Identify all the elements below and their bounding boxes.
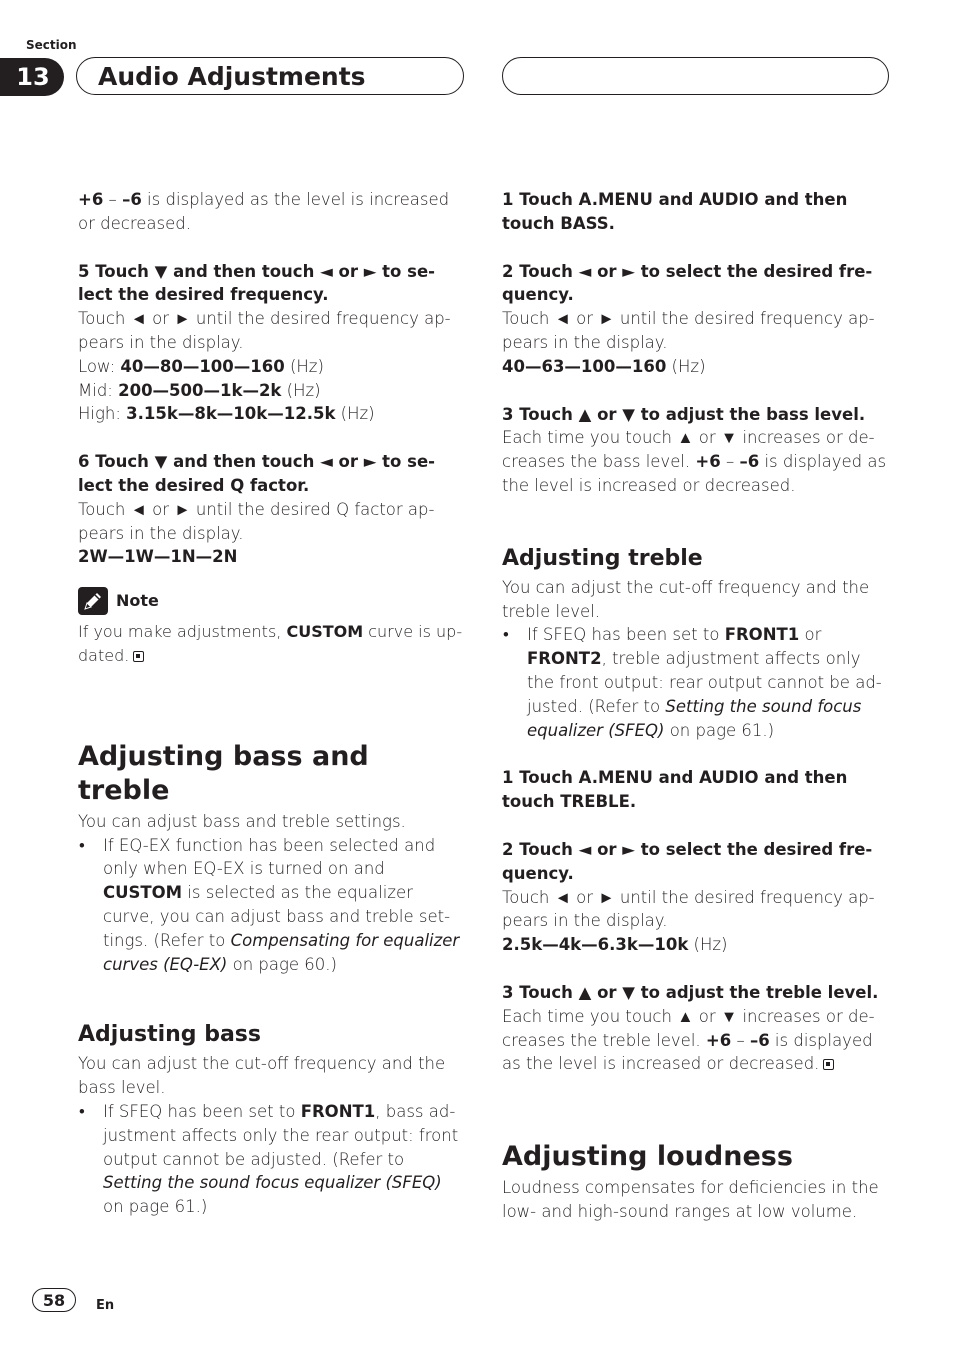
bass-freq-row: [502, 355, 890, 379]
loudness-heading: Adjusting loudness: [502, 1141, 793, 1173]
bullet-or: or: [799, 625, 822, 645]
treble-bullet: [502, 623, 890, 742]
level-low: –6: [739, 452, 760, 472]
bass-intro: You can adjust the cut-off frequency and the bass level.: [78, 1054, 446, 1098]
bass-treble-intro: You can adjust bass and treble settings.: [78, 811, 406, 831]
note-label: Note: [116, 591, 159, 611]
bass-step3-body: [502, 426, 890, 497]
right-column: [502, 188, 890, 1224]
bullet-text-c: on page 61.): [664, 720, 775, 740]
bass-step2-body: Touch ◄ or ► until the desired frequency ap- pears in the display.: [502, 309, 875, 352]
hz-unit: (Hz): [284, 356, 324, 376]
step3-text-b: is displayed as the level is increased or decreased.: [502, 452, 887, 495]
bullet-text-a: If SFEQ has been set to: [103, 1101, 301, 1121]
level-low: –6: [749, 1030, 770, 1050]
left-column: [78, 188, 466, 1219]
bullet-custom: CUSTOM: [103, 883, 183, 903]
high-values: 3.15k—8k—10k—12.5k: [126, 404, 336, 424]
note-text: [78, 620, 466, 668]
level-low: –6: [122, 190, 142, 209]
bullet-reference: Compensating for equalizer curves (EQ-EX): [103, 930, 460, 974]
step3-text-a: Each time you touch ▲ or ▼ increases or de- creases the bass level.: [502, 428, 875, 472]
hz-unit: (Hz): [688, 935, 728, 955]
level-high: +6: [705, 1030, 732, 1050]
hz-unit: (Hz): [281, 380, 321, 400]
bass-bullet: [78, 1100, 466, 1219]
high-label: High:: [78, 404, 127, 424]
bullet-reference: Setting the sound focus equalizer (SFEQ): [103, 1173, 442, 1193]
chapter-title-box: [76, 57, 464, 95]
bullet-text-b: , bass ad- justment affects only the rear output: front output cannot be adjusted. (Refer to: [103, 1101, 459, 1169]
bullet-reference: Setting the sound focus equalizer (SFEQ): [527, 696, 862, 740]
step3-text-a: Each time you touch ▲ or ▼ increases or de- creases the treble level.: [502, 1006, 875, 1050]
bass-step2: 2 Touch ◄ or ► to select the desired fre- quency.: [502, 261, 873, 305]
treble-heading: Adjusting treble: [502, 545, 703, 571]
hz-unit: (Hz): [666, 356, 706, 376]
bass-treble-bullet: [78, 834, 466, 977]
freq-high-row: [78, 402, 466, 426]
bullet-front1: FRONT1: [300, 1101, 376, 1121]
mid-values: 200—500—1k—2k: [118, 380, 282, 400]
step3-text-b: is displayed as the level is increased or decreased.: [502, 1030, 873, 1074]
end-mark-icon: [823, 1059, 834, 1070]
step6-heading: 6 Touch ▼ and then touch ◄ or ► to se- lect the desired Q factor.: [78, 452, 435, 495]
bass-step1: 1 Touch A.MENU and AUDIO and then touch BASS.: [502, 190, 848, 233]
chapter-title: Audio Adjustments: [98, 61, 366, 91]
treble-step3-body: [502, 1005, 890, 1076]
note-custom: CUSTOM: [286, 622, 364, 642]
q-values: 2W—1W—1N—2N: [78, 547, 238, 567]
freq-low-row: [78, 355, 466, 379]
treble-freq-values: 2.5k—4k—6.3k—10k: [502, 935, 689, 955]
hz-unit: (Hz): [335, 404, 375, 424]
level-dash: –: [731, 1030, 750, 1050]
treble-step2-body: Touch ◄ or ► until the desired frequency ap- pears in the display.: [502, 887, 875, 931]
bass-heading: Adjusting bass: [78, 1022, 261, 1048]
bullet-front1: FRONT1: [724, 625, 800, 645]
level-high: +6: [78, 190, 104, 209]
level-dash: –: [720, 452, 740, 472]
step5-heading: 5 Touch ▼ and then touch ◄ or ► to se- lect the desired frequency.: [78, 261, 435, 305]
level-high: +6: [695, 452, 721, 472]
low-label: Low:: [78, 356, 121, 376]
treble-intro: You can adjust the cut-off frequency and the treble level.: [502, 577, 870, 621]
page-number: 58: [32, 1288, 76, 1312]
level-dash: –: [103, 190, 123, 209]
note-text-b: curve is up- dated.: [78, 622, 463, 665]
language-label: En: [96, 1298, 115, 1313]
end-mark-icon: [133, 651, 144, 662]
level-rest: is displayed as the level is increased or decreased.: [78, 190, 450, 233]
note-pencil-icon: [78, 587, 108, 615]
bass-step3: 3 Touch ▲ or ▼ to adjust the bass level.: [502, 404, 866, 424]
bullet-front2: FRONT2: [527, 649, 602, 669]
section-label: Section: [26, 38, 77, 52]
mid-label: Mid:: [78, 380, 119, 400]
low-values: 40—80—100—160: [120, 356, 285, 376]
treble-step2: 2 Touch ◄ or ► to select the desired fre- quency.: [502, 839, 873, 883]
bullet-text-b: is selected as the equalizer curve, you can adjust bass and treble set- tings. (Refer to: [103, 883, 451, 950]
freq-mid-row: [78, 379, 466, 403]
bullet-text-a: If SFEQ has been set to: [527, 625, 725, 645]
bullet-text-c: on page 61.): [103, 1197, 208, 1217]
note-header: [78, 586, 466, 616]
note-text-a: If you make adjustments,: [78, 622, 287, 642]
step5-body: Touch ◄ or ► until the desired frequency ap- pears in the display.: [78, 309, 451, 352]
bullet-text-b: , treble adjustment affects only the front output: rear output cannot be ad- justed. (Refer to: [527, 649, 882, 716]
step6-body: Touch ◄ or ► until the desired Q factor ap- pears in the display.: [78, 499, 435, 543]
intro-level-text: [78, 188, 466, 236]
bullet-text-c: on page 60.): [227, 954, 337, 974]
bass-freq-values: 40—63—100—160: [502, 356, 667, 376]
treble-step1: 1 Touch A.MENU and AUDIO and then touch TREBLE.: [502, 768, 848, 812]
treble-step3: 3 Touch ▲ or ▼ to adjust the treble level.: [502, 982, 879, 1002]
treble-freq-row: [502, 933, 890, 957]
bass-treble-heading: Adjusting bass and treble: [78, 740, 369, 806]
loudness-intro: Loudness compensates for deficiencies in the low- and high-sound ranges at low volume.: [502, 1178, 879, 1221]
section-number-badge: 13: [0, 58, 64, 96]
empty-title-box: [502, 57, 889, 95]
bullet-text-a: If EQ-EX function has been selected and only when EQ-EX is turned on and: [103, 835, 436, 879]
